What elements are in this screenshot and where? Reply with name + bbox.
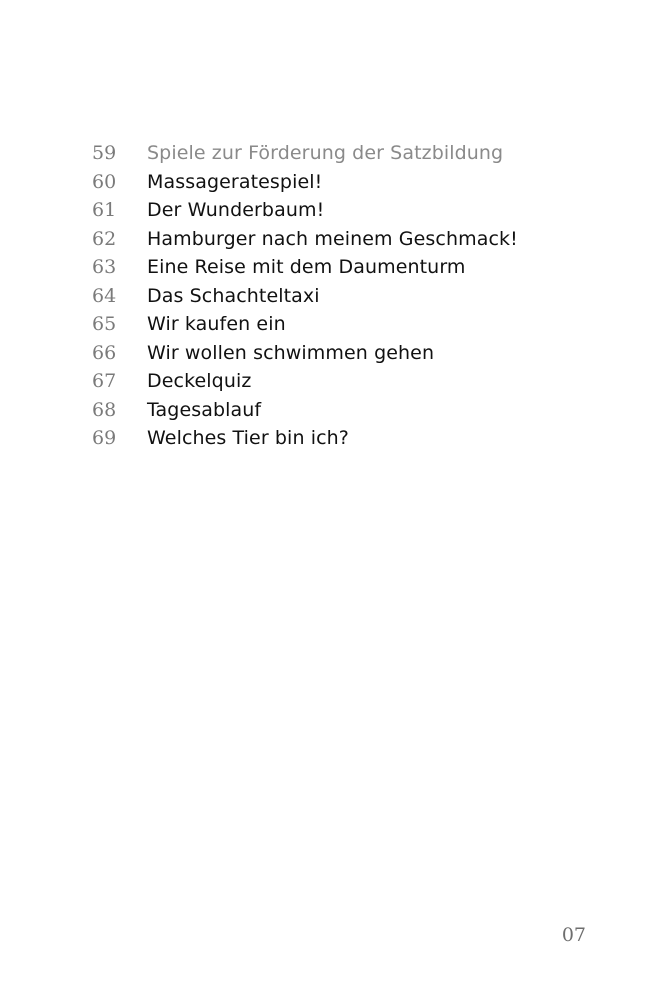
toc-entry-title: Deckelquiz <box>147 370 252 392</box>
toc-entry-title: Wir kaufen ein <box>147 313 286 335</box>
toc-page-number: 66 <box>92 341 117 364</box>
toc-section-heading <box>92 139 518 168</box>
toc-entry <box>92 196 518 225</box>
toc-page-number: 65 <box>92 313 117 335</box>
toc-section-title: Spiele zur Förderung der Satzbildung <box>147 142 504 164</box>
toc-entry <box>92 367 518 396</box>
toc-entry-title: Tagesablauf <box>147 398 262 421</box>
toc-entry-title: Eine Reise mit dem Daumenturm <box>147 256 466 278</box>
toc-entry <box>92 310 518 339</box>
toc-page-number: 64 <box>92 284 117 307</box>
toc-entry <box>92 339 518 368</box>
toc-entry-title: Der Wunderbaum! <box>147 199 325 221</box>
toc-page-number: 61 <box>92 199 117 221</box>
table-of-contents <box>92 139 518 453</box>
toc-page-number: 63 <box>92 256 117 278</box>
toc-entry <box>92 168 518 197</box>
toc-page-number: 69 <box>92 427 117 449</box>
toc-page-number: 59 <box>92 142 117 164</box>
toc-entry-title: Welches Tier bin ich? <box>147 427 349 449</box>
toc-entry <box>92 424 518 453</box>
toc-entry <box>92 282 518 311</box>
toc-page-number: 67 <box>92 370 117 392</box>
toc-entry-title: Hamburger nach meinem Geschmack! <box>147 227 518 250</box>
toc-entry-title: Wir wollen schwimmen gehen <box>147 341 435 364</box>
toc-entry <box>92 396 518 425</box>
toc-entry <box>92 253 518 282</box>
toc-page-number: 60 <box>92 170 117 193</box>
toc-entry-title: Massageratespiel! <box>147 170 323 193</box>
toc-entry <box>92 225 518 254</box>
page-number: 07 <box>561 924 586 946</box>
toc-page-number: 68 <box>92 398 117 421</box>
toc-entry-title: Das Schachteltaxi <box>147 284 320 307</box>
toc-page-number: 62 <box>92 227 117 250</box>
